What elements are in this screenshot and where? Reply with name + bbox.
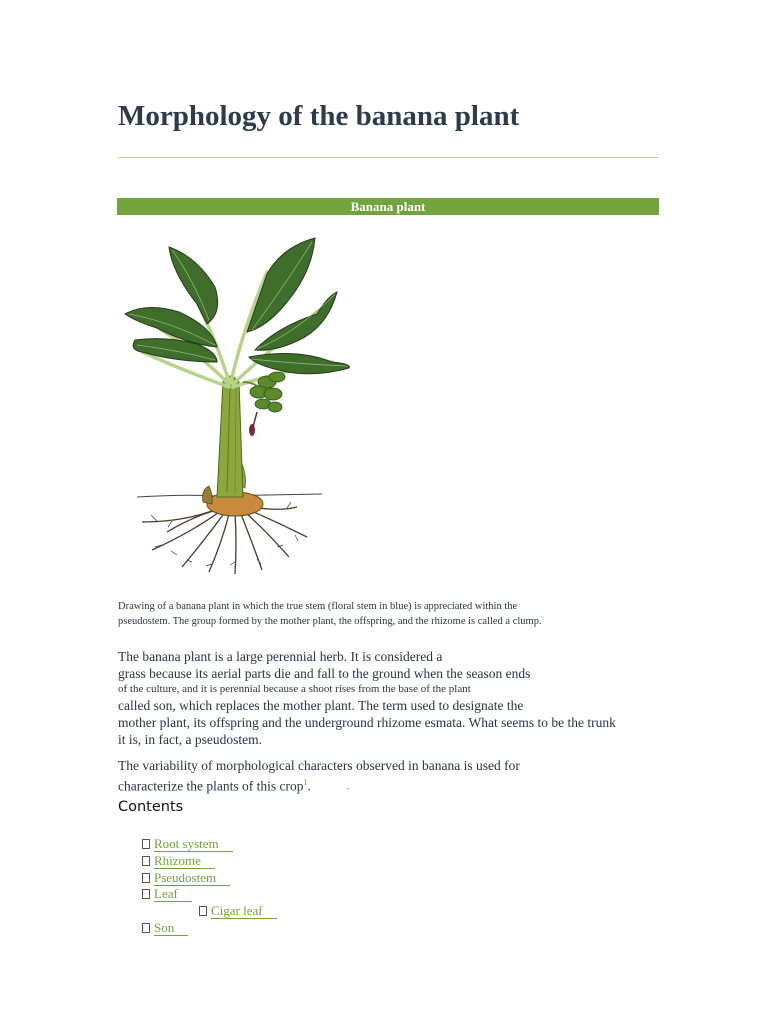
bullet-icon	[199, 906, 207, 916]
bullet-icon	[142, 856, 150, 866]
paragraph-line: The variability of morphological characters observed in banana is used for	[118, 758, 520, 773]
figure-caption	[118, 599, 678, 629]
paragraph-period: .	[307, 778, 311, 794]
paragraph-line	[118, 774, 678, 797]
toc-item-rhizome	[142, 853, 215, 869]
toc-link-leaf[interactable]: Leaf	[154, 886, 192, 902]
paragraph-line: of the culture, and it is perennial because a shoot rises from the base of the plant	[118, 683, 471, 695]
toc-link-rhizome[interactable]: Rhizome	[154, 853, 215, 869]
paragraph-variability	[118, 757, 678, 797]
paragraph-line: it is, in fact, a pseudostem.	[118, 732, 262, 747]
paragraph-line: mother plant, its offspring and the underground rhizome esmata. What seems to be the trunk	[118, 715, 616, 730]
page-title: Morphology of the banana plant	[118, 100, 520, 132]
toc-link-root-system[interactable]: Root system	[154, 836, 233, 852]
caption-line: Drawing of a banana plant in which the true stem (floral stem in blue) is appreciated within the	[118, 601, 518, 612]
toc-item-son	[142, 920, 188, 936]
paragraph-line: The banana plant is a large perennial herb. It is considered a	[118, 649, 443, 664]
title-divider	[118, 157, 659, 158]
contents-heading: Contents	[118, 799, 184, 815]
toc-item-root-system	[142, 836, 233, 852]
paragraph-intro	[118, 648, 678, 748]
paragraph-line: called son, which replaces the mother plant. The term used to designate the	[118, 698, 524, 713]
footnote-mark: -	[346, 782, 350, 793]
toc-item-leaf	[142, 886, 192, 902]
section-banner: Banana plant	[117, 198, 659, 215]
toc-link-pseudostem[interactable]: Pseudostem	[154, 870, 230, 886]
paragraph-line: grass because its aerial parts die and fall to the ground when the season ends	[118, 666, 531, 681]
caption-line: pseudostem. The group formed by the mother plant, the offspring, and the rhizome is called a clump.	[118, 616, 542, 627]
toc-link-cigar-leaf[interactable]: Cigar leaf	[211, 903, 277, 919]
bullet-icon	[142, 839, 150, 849]
footnote-reference[interactable]: 1	[303, 778, 308, 787]
paragraph-text: characterize the plants of this crop	[118, 778, 304, 794]
toc-item-pseudostem	[142, 870, 230, 886]
bullet-icon	[142, 873, 150, 883]
toc-link-son[interactable]: Son	[154, 920, 188, 936]
bullet-icon	[142, 889, 150, 899]
banana-plant-illustration	[117, 232, 357, 577]
toc-item-cigar-leaf	[199, 903, 277, 919]
bullet-icon	[142, 923, 150, 933]
